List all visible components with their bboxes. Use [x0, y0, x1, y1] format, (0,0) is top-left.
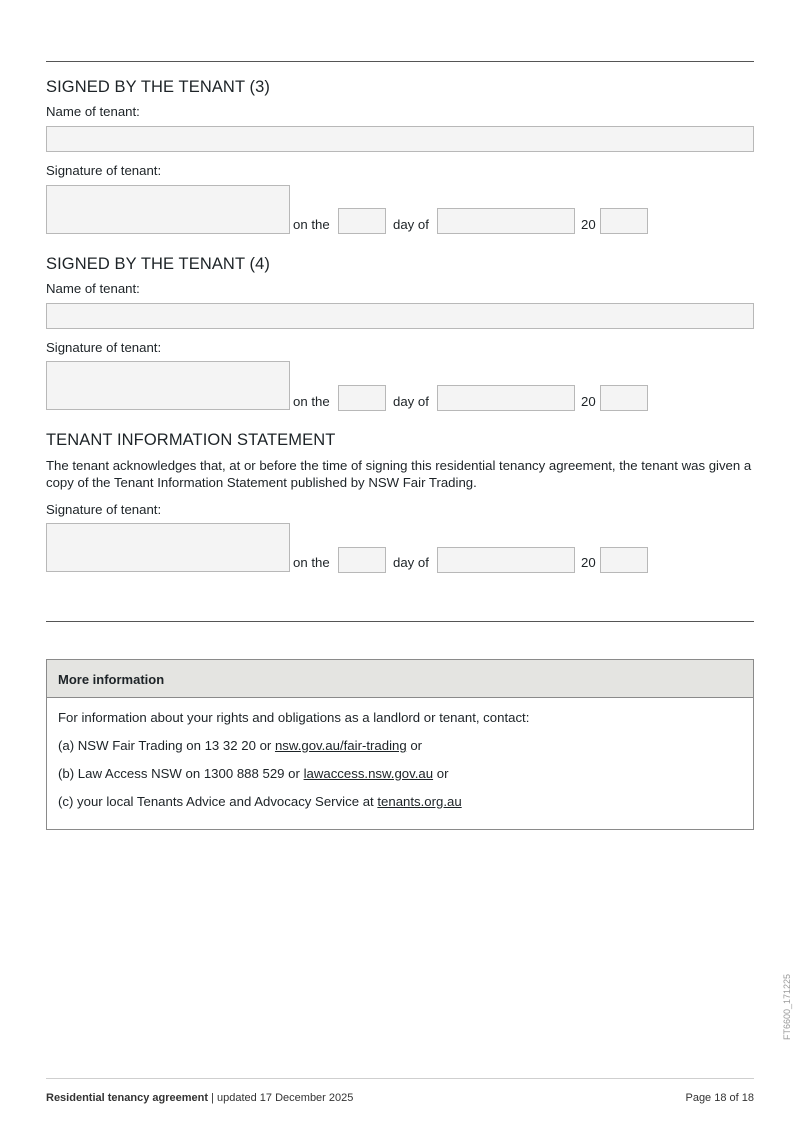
contact-item-text: (b) Law Access NSW on 1300 888 529 or: [58, 766, 304, 781]
footer-updated: | updated 17 December 2025: [208, 1092, 354, 1104]
tis-on-the-label: on the: [293, 555, 330, 570]
section-divider: [46, 621, 754, 622]
more-information-body: [47, 698, 753, 821]
contact-item-suffix: or: [433, 766, 449, 781]
tenant3-day-field[interactable]: [338, 208, 386, 234]
more-information-title: More information: [47, 660, 753, 698]
fair-trading-link[interactable]: nsw.gov.au/fair-trading: [274, 738, 407, 753]
contact-item-tenants-advice: [58, 793, 742, 821]
tenant4-year-prefix: 20: [581, 394, 596, 409]
tis-signature-label: Signature of tenant:: [46, 502, 162, 517]
contact-item-fair-trading: [58, 737, 742, 765]
tenant4-signature-label: Signature of tenant:: [46, 340, 162, 355]
tis-day-of-label: day of: [393, 555, 429, 570]
tenant4-name-field[interactable]: [46, 303, 754, 329]
contact-item-text: (c) your local Tenants Advice and Advocacy Service at: [58, 794, 378, 809]
tenant4-signature-field[interactable]: [46, 361, 290, 410]
tenants-link[interactable]: tenants.org.au: [377, 794, 462, 809]
footer-page-number: Page 18 of 18: [685, 1092, 754, 1104]
footer-doc-title: Residential tenancy agreement: [46, 1092, 209, 1104]
tenant3-name-field[interactable]: [46, 126, 754, 152]
document-page: [46, 0, 754, 1130]
footer-divider: [46, 1078, 754, 1079]
tenant3-on-the-label: on the: [293, 217, 330, 232]
tis-signature-field[interactable]: [46, 523, 290, 572]
tenant4-name-label: Name of tenant:: [46, 281, 140, 296]
more-information-intro: For information about your rights and obligations as a landlord or tenant, contact:: [58, 710, 530, 725]
tenant3-signature-label: Signature of tenant:: [46, 163, 162, 178]
tis-paragraph: The tenant acknowledges that, at or before the time of signing this residential tenancy agreement, the tenant was given a copy of the Tenant Information Statement published by NSW Fair Trading.: [46, 458, 752, 490]
tenant4-day-field[interactable]: [338, 385, 386, 411]
tenant3-year-field[interactable]: [600, 208, 648, 234]
top-divider: [46, 61, 754, 62]
tenant4-year-field[interactable]: [600, 385, 648, 411]
tis-heading: TENANT INFORMATION STATEMENT: [46, 431, 336, 449]
tenant4-on-the-label: on the: [293, 394, 330, 409]
tis-year-field[interactable]: [600, 547, 648, 573]
tenant3-heading: SIGNED BY THE TENANT (3): [46, 78, 270, 96]
tenant4-month-field[interactable]: [437, 385, 575, 411]
tenant3-month-field[interactable]: [437, 208, 575, 234]
tenant3-year-prefix: 20: [581, 217, 596, 232]
contact-item-law-access: [58, 765, 742, 793]
contact-item-text: (a) NSW Fair Trading on 13 32 20 or: [58, 738, 275, 753]
tenant3-signature-field[interactable]: [46, 185, 290, 234]
form-code: FT6600_171225: [782, 973, 792, 1040]
tis-day-field[interactable]: [338, 547, 386, 573]
more-information-box: [46, 659, 754, 830]
tis-month-field[interactable]: [437, 547, 575, 573]
tenant4-heading: SIGNED BY THE TENANT (4): [46, 255, 270, 273]
tenant4-day-of-label: day of: [393, 394, 429, 409]
tenant3-name-label: Name of tenant:: [46, 104, 140, 119]
footer-document-info: [46, 1092, 353, 1104]
law-access-link[interactable]: lawaccess.nsw.gov.au: [303, 766, 434, 781]
contact-item-suffix: or: [406, 738, 423, 753]
tenant3-day-of-label: day of: [393, 217, 429, 232]
tis-year-prefix: 20: [581, 555, 596, 570]
